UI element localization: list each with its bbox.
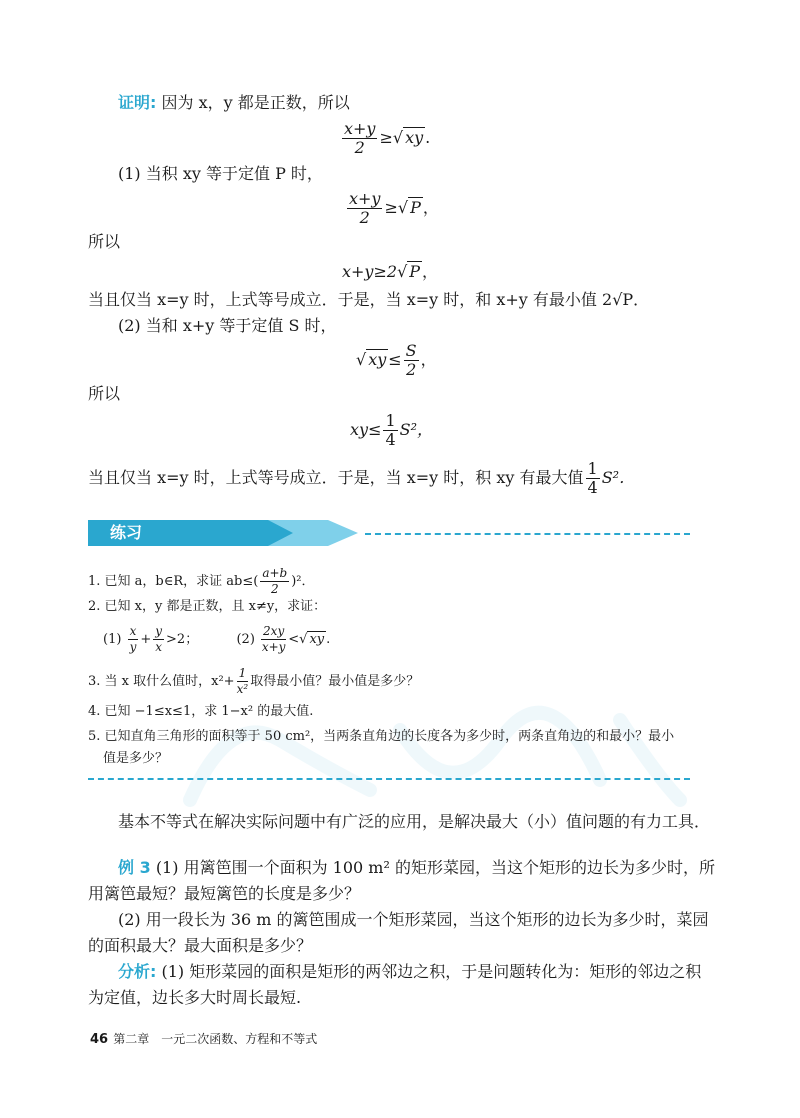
equation-5	[350, 412, 433, 449]
exercise-2-n1: x	[129, 624, 137, 638]
eq4-rel: ≤	[388, 350, 402, 369]
eq5-rhs: S²，	[399, 420, 434, 439]
case-2: (2) 当和 x+y 等于定值 S 时，	[118, 316, 337, 335]
body-text: 基本不等式在解决实际问题中有广泛的应用，是解决最大（小）值问题的有力工具．	[118, 812, 711, 831]
exercise-2-parts: (1) $\frac{x}{y}$ + $\frac{y}{x}$ >2； (2) $\frac{2xy}{x+y}$ <√ xy .	[103, 624, 331, 654]
conclusion-2b: S²．	[601, 468, 636, 487]
eq3-rad: P	[409, 262, 421, 281]
case-1: (1) 当积 xy 等于定值 P 时，	[118, 164, 323, 183]
exercise-3-num: 1	[238, 666, 247, 680]
eq4-rad: xy	[368, 350, 387, 369]
exercise-2-r1: >2；	[166, 632, 199, 647]
exercise-2: 2. 已知 x，y 都是正数，且 x≠y，求证：	[88, 599, 327, 614]
equation-4: √ xy ≤ $\frac{S}{2}$ ，	[356, 341, 437, 379]
exercise-3-den: x²	[236, 682, 249, 696]
analysis-line-1	[118, 962, 701, 982]
exercise-2-p2: (2)	[236, 632, 255, 647]
exercise-3	[88, 666, 419, 697]
eq5-lhs: xy≤	[350, 420, 382, 439]
equation-3: x+y≥2√ P ，	[342, 262, 439, 281]
exercise-3b: 取得最小值？最小值是多少？	[250, 674, 420, 689]
exercise-4: 4. 已知 −1≤x≤1，求 1−x² 的最大值.	[88, 704, 314, 719]
conclusion-2	[88, 460, 635, 497]
analysis-line-2: 为定值，边长多大时周长最短.	[88, 988, 302, 1007]
eq4-num: S	[405, 341, 417, 360]
analysis-text-1: (1) 矩形菜园的面积是矩形的两邻边之积，于是问题转化为：矩形的邻边之积	[161, 962, 702, 981]
page-number: 46	[90, 1032, 109, 1047]
example-3-label: 例 3	[118, 858, 151, 877]
exercise-1a: 1. 已知 a，b∈R，求证 ab≤(	[88, 574, 259, 589]
eq1-num: x+y	[344, 119, 376, 138]
exercise-2-d1: y	[129, 640, 137, 654]
exercise-2-n3: 2xy	[263, 624, 285, 638]
exercise-2-d3: x+y	[261, 640, 286, 654]
proof-intro-line	[118, 93, 350, 113]
conclusion-2-den: 4	[587, 478, 598, 497]
eq4-den: 2	[406, 360, 417, 379]
so-2: 所以	[88, 384, 121, 403]
so-1: 所以	[88, 232, 121, 251]
exercise-5: 5. 已知直角三角形的面积等于 50 cm²，当两条直角边的长度各为多少时，两条直角边的和最小？最小	[88, 729, 675, 744]
eq5-num: 1	[385, 411, 396, 430]
eq1-rel: ≥	[379, 128, 393, 147]
exercise-1-num: a+b	[262, 566, 288, 580]
exercise-2-n2: y	[155, 624, 163, 638]
eq1-rad: xy	[405, 128, 424, 147]
exercise-2-d2: x	[155, 640, 163, 654]
conclusion-2a: 当且仅当 x=y 时，上式等号成立．于是，当 x=y 时，积 xy 有最大值	[88, 468, 584, 487]
exercise-1b: )²．	[291, 574, 315, 589]
proof-label: 证明:	[118, 93, 157, 112]
divider-top	[365, 533, 690, 535]
equation-1: $\frac{x+y}{2}$ ≥√ xy .	[344, 119, 431, 157]
eq2-rad: P	[410, 198, 421, 217]
eq2-rel: ≥	[384, 198, 398, 217]
exercise-2-plus: +	[140, 632, 152, 647]
divider-bottom	[88, 778, 690, 780]
exercise-3a: 3. 当 x 取什么值时，x²+	[88, 674, 235, 689]
proof-intro: 因为 x，y 都是正数，所以	[161, 93, 350, 112]
eq3-lhs: x+y≥2	[342, 262, 398, 281]
example-3-line-1	[118, 858, 715, 878]
example-3-line-4: 的面积最大？最大面积是多少？	[88, 936, 313, 955]
exercise-2-rad: xy	[309, 632, 325, 647]
chapter-title: 第二章 一元二次函数、方程和不等式	[113, 1032, 318, 1046]
eq4-end: ，	[420, 350, 437, 369]
eq1-end: .	[425, 128, 431, 147]
eq3-end: ，	[422, 262, 439, 281]
example-3-text-1: (1) 用篱笆围一个面积为 100 m² 的矩形菜园，当这个矩形的边长为多少时，所	[155, 858, 715, 877]
exercise-title: 练习	[110, 523, 143, 542]
equation-2: $\frac{x+y}{2}$ ≥√ P ，	[349, 189, 439, 227]
exercise-2-end: .	[326, 632, 331, 647]
example-3-line-3: (2) 用一段长为 36 m 的篱笆围成一个矩形菜园，当这个矩形的边长为多少时，菜园	[118, 910, 709, 929]
exercise-5-cont: 值是多少？	[103, 751, 169, 766]
exercise-2-p1: (1)	[103, 632, 122, 647]
conclusion-1: 当且仅当 x=y 时，上式等号成立．于是，当 x=y 时，和 x+y 有最小值 2√P．	[88, 290, 650, 309]
example-3-line-2: 用篱笆最短？最短篱笆的长度是多少？	[88, 884, 361, 903]
analysis-label: 分析:	[118, 962, 157, 981]
exercise-1	[88, 566, 315, 597]
eq1-den: 2	[354, 138, 365, 157]
conclusion-2-num: 1	[587, 459, 598, 478]
eq5-den: 4	[385, 430, 396, 449]
eq2-num: x+y	[349, 189, 381, 208]
footer	[90, 1028, 317, 1047]
exercise-2-lt: <	[288, 632, 300, 647]
eq2-end: ，	[422, 198, 439, 217]
exercise-1-den: 2	[270, 582, 279, 596]
eq2-den: 2	[359, 208, 370, 227]
